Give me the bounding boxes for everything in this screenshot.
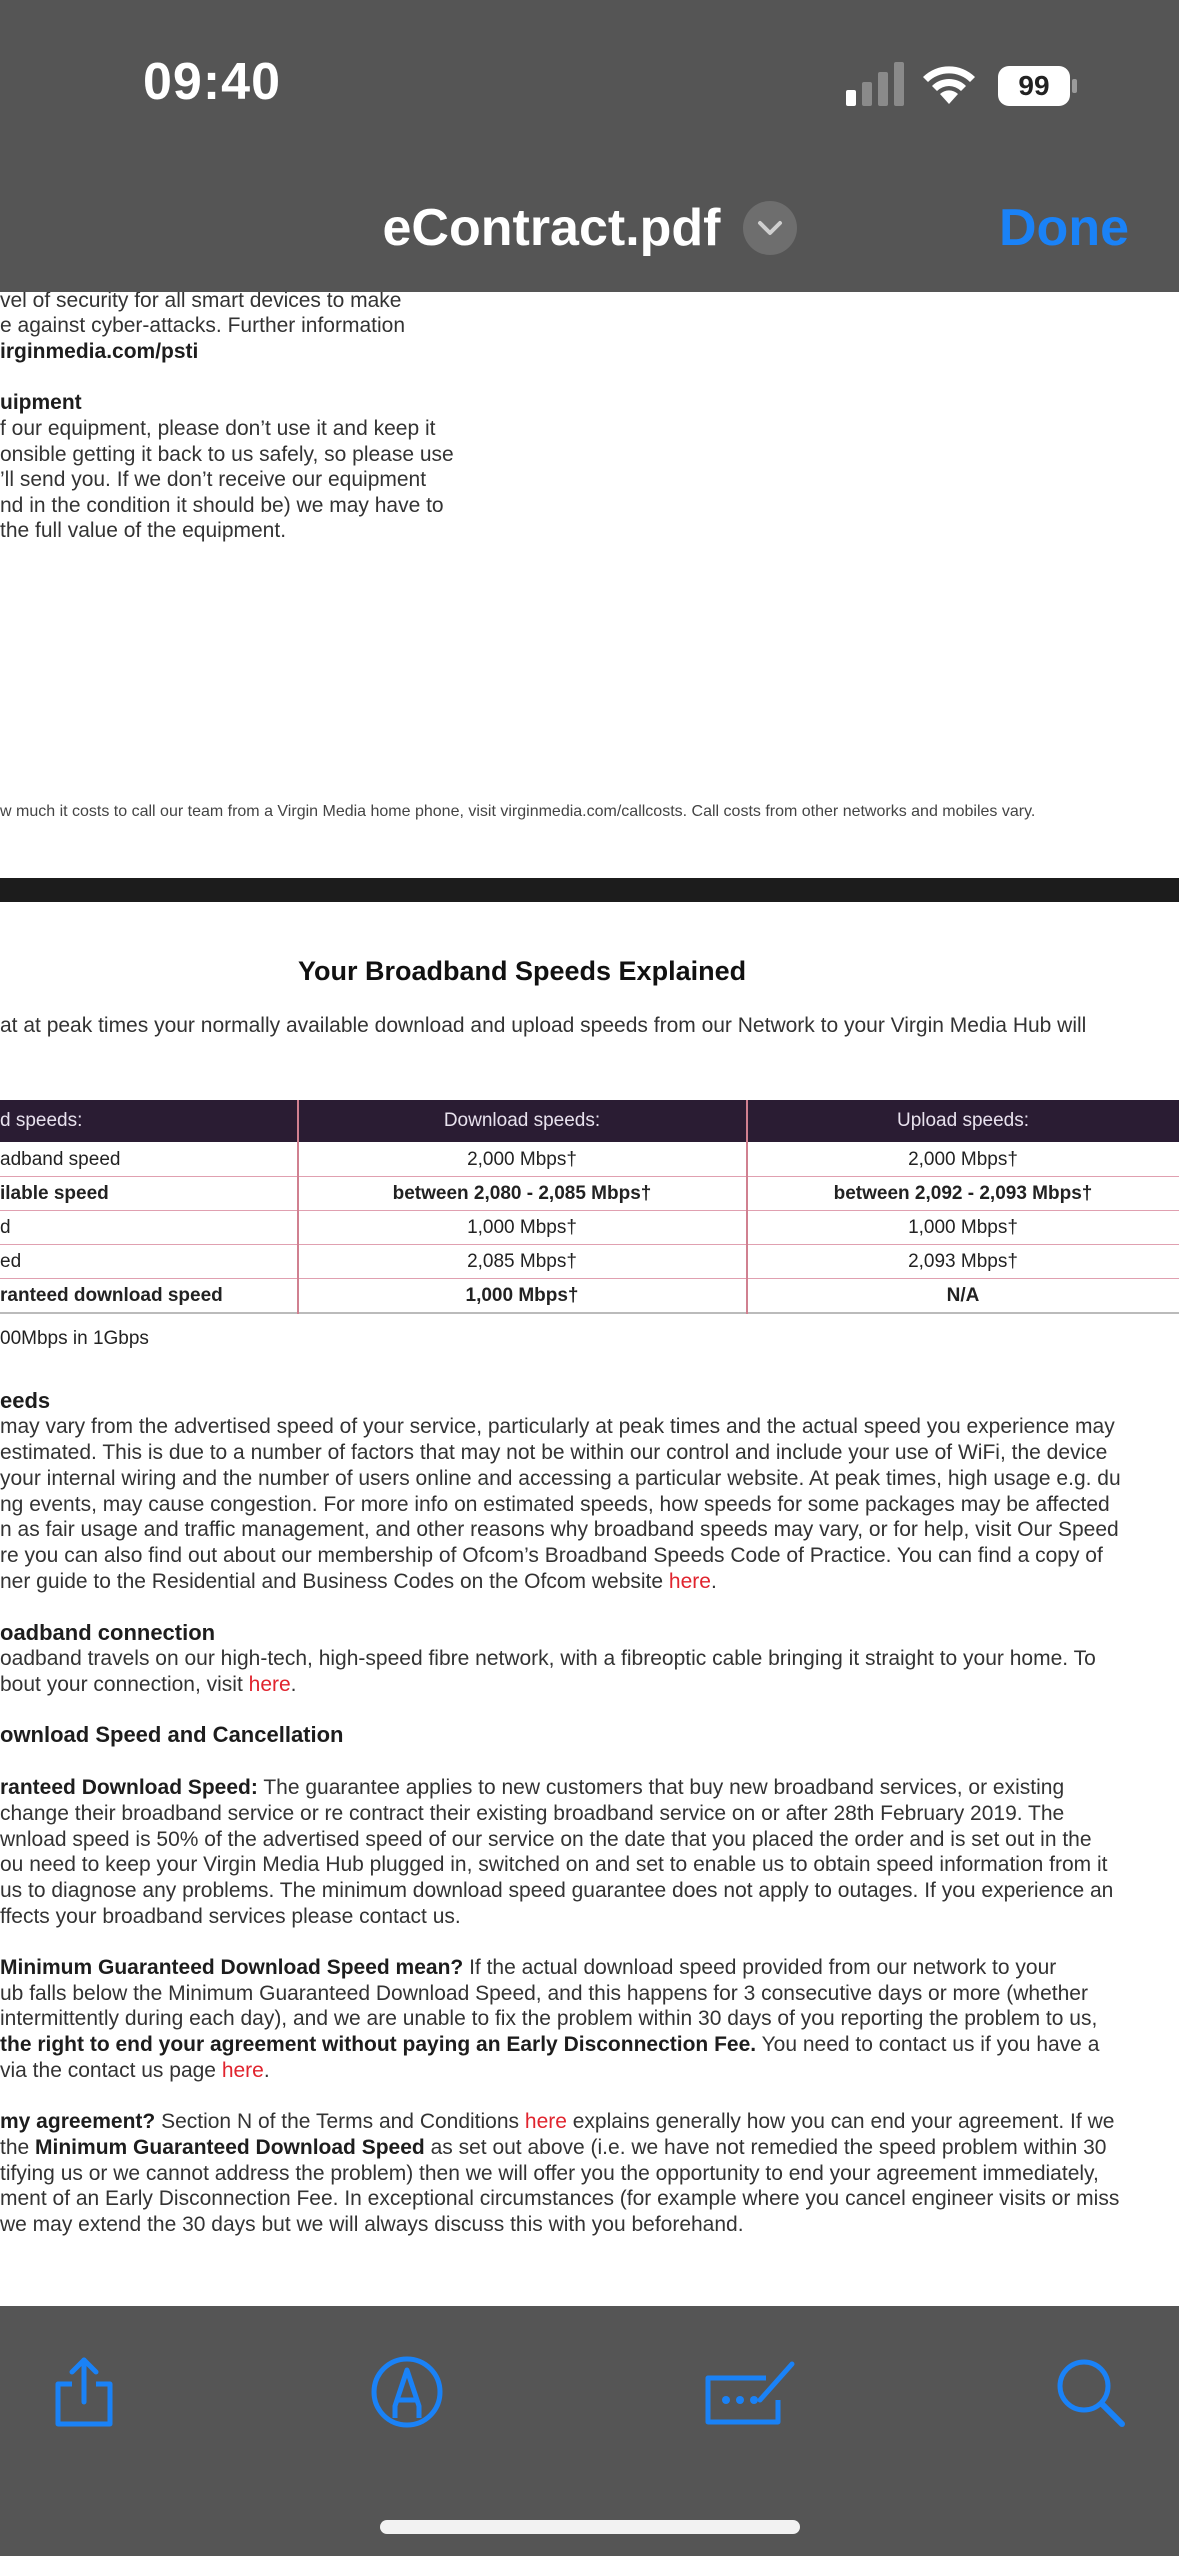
text-line: f our equipment, please don’t use it and keep it [0, 417, 436, 440]
wifi-icon [920, 58, 978, 106]
text-line: irginmedia.com/psti [0, 340, 199, 363]
text-line: intermittently during each day), and we are unable to fix the problem within 30 days of you reporting the problem to us, [0, 2007, 1098, 2030]
section-heading: uipment [0, 391, 82, 414]
text-span: If the actual download speed provided from our network to your [463, 1956, 1057, 1979]
table-cell: 1,000 Mbps† [465, 1285, 579, 1306]
table-row [0, 1279, 1179, 1314]
text-line [0, 2109, 1114, 2135]
text-line: n as fair usage and traffic management, and other reasons why broadband speeds may vary, or for help, visit Our Speed [0, 1518, 1119, 1541]
text-span: bout your connection, visit [0, 1673, 249, 1696]
text-line [0, 1955, 1056, 1981]
table-cell: 2,085 Mbps† [467, 1251, 577, 1272]
text-line: nd in the condition it should be) we may have to [0, 494, 444, 517]
text-line [0, 2135, 1107, 2161]
status-bar [0, 0, 1179, 170]
text-line: vel of security for all smart devices to make [0, 292, 402, 312]
table-footnote: 00Mbps in 1Gbps [0, 1328, 149, 1349]
text-line: tifying us or we cannot address the problem) then we will offer you the opportunity to end your agreement immediately, [0, 2162, 1099, 2185]
table-row [0, 1211, 1179, 1245]
text-line: we may extend the 30 days but we will always discuss this with you beforehand. [0, 2213, 744, 2236]
title-menu-button[interactable] [743, 201, 797, 255]
pdf-page-2 [0, 902, 1179, 2306]
section-heading: oadband connection [0, 1620, 216, 1645]
table-cell: ranteed download speed [0, 1285, 223, 1306]
text-line: ner guide to the Residential and Business Codes on the Ofcom website here. [0, 1570, 717, 1593]
table-row [0, 1245, 1179, 1279]
markup-icon[interactable] [367, 2352, 447, 2432]
column-header: Download speeds: [443, 1110, 601, 1131]
column-header: Upload speeds: [896, 1110, 1030, 1131]
status-time: 09:40 [143, 53, 281, 111]
search-icon[interactable] [1050, 2352, 1130, 2432]
text-line: onsible getting it back to us safely, so please use [0, 443, 454, 466]
nav-bar [0, 180, 1179, 292]
table-cell: 1,000 Mbps† [467, 1217, 577, 1238]
text-span: ner guide to the Residential and Business Codes on the Ofcom website [0, 1570, 669, 1593]
table-cell: 2,093 Mbps† [908, 1251, 1018, 1272]
bold-span: Minimum Guaranteed Download Speed mean? [0, 1956, 464, 1979]
table-cell: 2,000 Mbps† [908, 1149, 1018, 1170]
text-line: ub falls below the Minimum Guaranteed Download Speed, and this happens for 3 consecutive days or more (whether [0, 1982, 1088, 2005]
table-cell: ilable speed [0, 1183, 109, 1204]
section-heading: eeds [0, 1388, 51, 1413]
page-divider [0, 878, 1179, 902]
text-span: You need to contact us if you have a [756, 2033, 1100, 2056]
here-link[interactable]: here [668, 1570, 711, 1593]
page-footer-note: w much it costs to call our team from a Virgin Media home phone, visit virginmedia.com/callcosts. Call costs from other networks and mobiles vary. [0, 803, 1036, 820]
table-cell: adband speed [0, 1149, 121, 1170]
table-cell: between 2,092 - 2,093 Mbps† [833, 1183, 1093, 1204]
text-span: explains generally how you can end your agreement. If we [566, 2110, 1115, 2133]
bold-span: Minimum Guaranteed Download Speed [35, 2136, 425, 2159]
text-line: ment of an Early Disconnection Fee. In exceptional circumstances (for example where you cancel engineer visits or miss [0, 2187, 1120, 2210]
table-cell: 1,000 Mbps† [908, 1217, 1018, 1238]
text-line: via the contact us page here. [0, 2059, 270, 2082]
home-indicator [380, 2520, 800, 2534]
text-line: us to diagnose any problems. The minimum download speed guarantee does not apply to outages. If you experience an [0, 1879, 1114, 1902]
form-fill-icon[interactable] [700, 2352, 800, 2432]
text-line: change their broadband service or re contract their existing broadband service on or after 28th February 2019. The [0, 1802, 1065, 1825]
text-span: Section N of the Terms and Conditions [155, 2110, 525, 2133]
table-cell: N/A [946, 1285, 980, 1306]
bold-span: ranteed Download Speed: [0, 1776, 258, 1799]
text-line: wnload speed is 50% of the advertised speed of our service on the date that you placed the order and is set out in the [0, 1828, 1092, 1851]
table-row [0, 1177, 1179, 1211]
here-link[interactable]: here [248, 1673, 291, 1696]
here-link[interactable]: here [524, 2110, 567, 2133]
column-divider [297, 1100, 299, 1314]
text-line: the full value of the equipment. [0, 519, 287, 542]
battery-level: 99 [1018, 70, 1050, 101]
text-line: bout your connection, visit here. [0, 1673, 297, 1696]
table-cell: between 2,080 - 2,085 Mbps† [392, 1183, 652, 1204]
column-header: d speeds: [0, 1110, 83, 1131]
text-line: re you can also find out about our membership of Ofcom’s Broadband Speeds Code of Practice. You can find a copy of [0, 1544, 1103, 1567]
table-header [0, 1100, 1179, 1142]
text-line: may vary from the advertised speed of your service, particularly at peak times and the actual speed you experience may [0, 1415, 1115, 1438]
text-span: as set out above (i.e. we have not remedied the speed problem within 30 [424, 2136, 1107, 2159]
text-span: the [0, 2136, 36, 2159]
table-cell: d [0, 1217, 11, 1238]
section-heading: ownload Speed and Cancellation [0, 1722, 344, 1747]
text-line: ng events, may cause congestion. For more info on estimated speeds, how speeds for some packages may be affected [0, 1493, 1110, 1516]
bottom-toolbar [0, 2306, 1179, 2556]
document-title[interactable]: eContract.pdf [382, 199, 721, 257]
text-line [0, 1775, 1064, 1801]
here-link[interactable]: here [221, 2059, 264, 2082]
text-line: your internal wiring and the number of users online and accessing a particular website. At peak times, high usage e.g. du [0, 1467, 1121, 1490]
text-line: ’ll send you. If we don’t receive our equipment [0, 468, 427, 491]
bold-span: the right to end your agreement without paying an Early Disconnection Fee. [0, 2033, 757, 2056]
text-line [0, 2032, 1099, 2058]
text-line: ou need to keep your Virgin Media Hub plugged in, switched on and set to enable us to obtain speed information from it [0, 1853, 1108, 1876]
table-cell: ed [0, 1251, 22, 1272]
text-line: e against cyber-attacks. Further information [0, 314, 406, 337]
chevron-down-icon [743, 201, 797, 255]
column-divider [746, 1100, 748, 1314]
share-icon[interactable] [44, 2352, 124, 2432]
table-cell: 2,000 Mbps† [467, 1149, 577, 1170]
cellular-signal-icon [846, 62, 906, 106]
text-span: via the contact us page [0, 2059, 222, 2082]
text-span: The guarantee applies to new customers that buy new broadband services, or existing [257, 1776, 1065, 1799]
intro-text: at at peak times your normally available download and upload speeds from our Network to your Virgin Media Hub will [0, 1014, 1087, 1037]
table-row [0, 1143, 1179, 1177]
done-button[interactable]: Done [999, 199, 1129, 257]
bold-span: my agreement? [0, 2110, 156, 2133]
text-line: estimated. This is due to a number of factors that may not be within our control and include your use of WiFi, the device [0, 1441, 1108, 1464]
text-line: oadband travels on our high-tech, high-speed fibre network, with a fibreoptic cable bringing it straight to your home. To [0, 1647, 1096, 1670]
text-line: ffects your broadband services please contact us. [0, 1905, 461, 1928]
pdf-page-1 [0, 292, 1179, 878]
page-heading: Your Broadband Speeds Explained [298, 956, 747, 986]
